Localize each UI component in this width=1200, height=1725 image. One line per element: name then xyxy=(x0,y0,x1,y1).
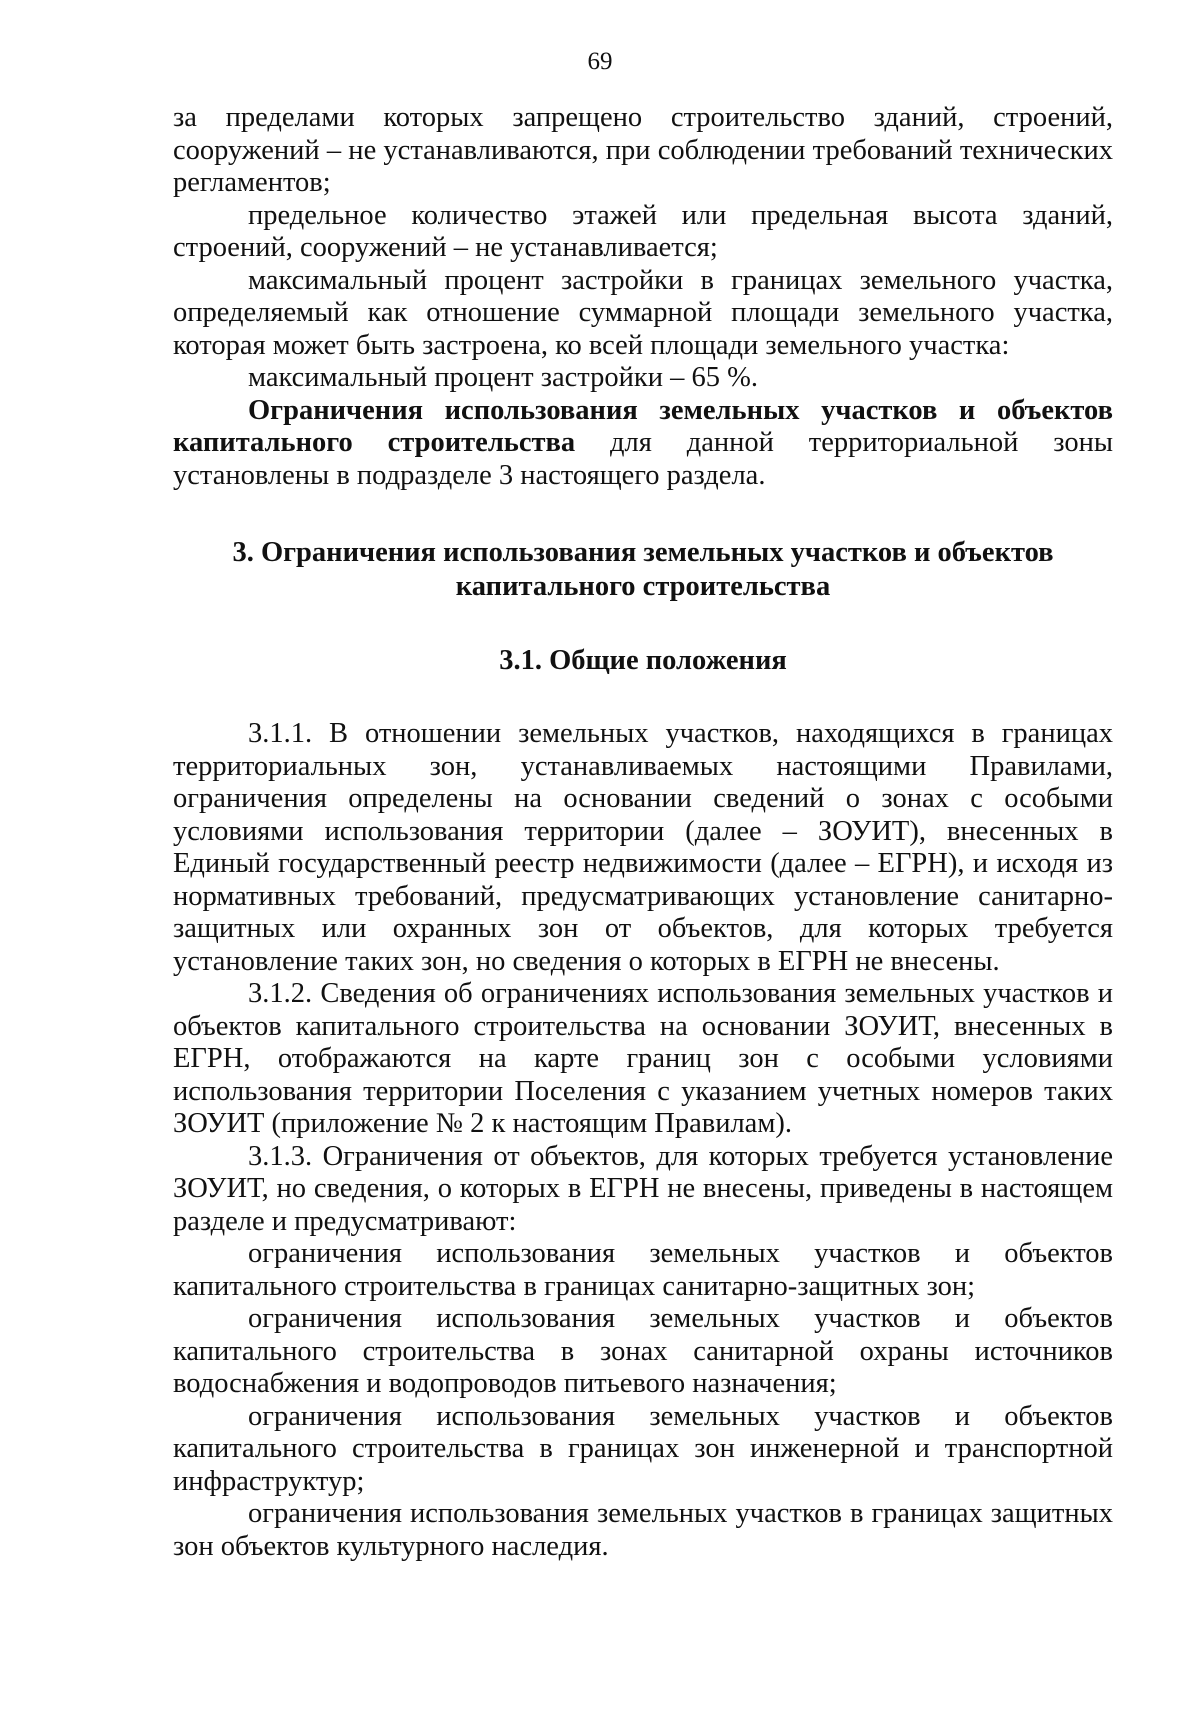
section-heading: 3. Ограничения использования земельных участков и объектов капитального строительства xyxy=(232,537,1054,602)
restriction-note-bold: Ограничения использования земельных участков и объектов капитального строительства xyxy=(173,394,1113,458)
subsection-heading: 3.1. Общие положения xyxy=(499,645,787,676)
list-item-water-protection: ограничения использования земельных участков и объектов капитального строительства в зонах санитарной охраны источников водоснабжения и водопроводов питьевого назначения; xyxy=(173,1303,1113,1399)
paragraph-3-1-1: 3.1.1. В отношении земельных участков, находящихся в границах территориальных зон, устанавливаемых настоящими Правилами, ограничения определены на основании сведений о зонах с особыми условиями использования территории (далее – ЗОУИТ), внесенных в Единый государственный реестр недвижимости (далее – ЕГРН), и исходя из нормативных требований, предусматривающих установление санитарно-защитных или охранных зон от объектов, для которых требуется установление таких зон, но сведения о которых в ЕГРН не внесены. xyxy=(173,718,1113,977)
paragraph-floors-limit: предельное количество этажей или предельная высота зданий, строений, сооружений – не устанавливается; xyxy=(173,199,1113,263)
restriction-note-rest: для данной территориальной зоны установлены в подразделе 3 настоящего раздела. xyxy=(173,427,1113,491)
page-number: 69 xyxy=(587,48,613,75)
paragraph-continuation: за пределами которых запрещено строительство зданий, строений, сооружений – не устанавливаются, при соблюдении требований технических регламентов; xyxy=(173,102,1113,198)
list-item-infrastructure-zones: ограничения использования земельных участков и объектов капитального строительства в границах зон инженерной и транспортной инфраструктур; xyxy=(173,1400,1113,1497)
list-item-sanitary-zones: ограничения использования земельных участков и объектов капитального строительства в границах санитарно-защитных зон; xyxy=(173,1238,1113,1302)
paragraph-max-coverage-value: максимальный процент застройки – 65 %. xyxy=(248,362,758,393)
document-body xyxy=(173,102,1113,1563)
paragraph-restriction-note xyxy=(173,395,1113,493)
paragraph-3-1-3: 3.1.3. Ограничения от объектов, для которых требуется установление ЗОУИТ, но сведения, о которых в ЕГРН не внесены, приведены в настоящем разделе и предусматривают: xyxy=(173,1140,1113,1237)
paragraph-max-coverage-definition: максимальный процент застройки в границах земельного участка, определяемый как отношение суммарной площади земельного участка, которая может быть застроена, ко всей площади земельного участка: xyxy=(173,264,1113,361)
list-item-heritage-zones: ограничения использования земельных участков в границах защитных зон объектов культурного наследия. xyxy=(173,1498,1113,1562)
paragraph-3-1-2: 3.1.2. Сведения об ограничениях использования земельных участков и объектов капитального строительства на основании ЗОУИТ, внесенных в ЕГРН, отображаются на карте границ зон с особыми условиями использования территории Поселения с указанием учетных номеров таких ЗОУИТ (приложение № 2 к настоящим Правилам). xyxy=(173,978,1113,1139)
